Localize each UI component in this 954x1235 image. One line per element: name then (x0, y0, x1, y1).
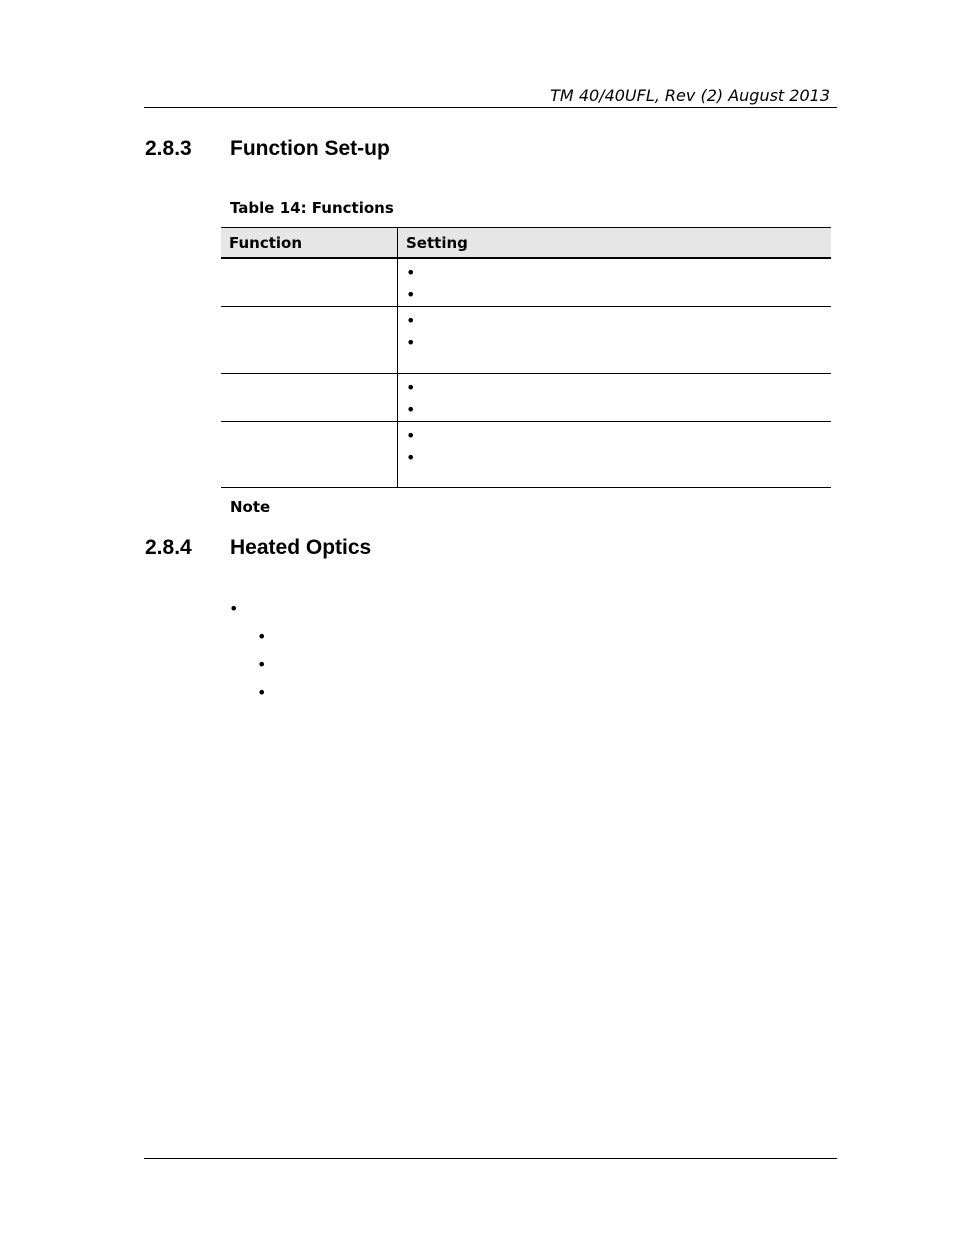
bullet-point: • (406, 285, 416, 304)
table-row (221, 422, 831, 488)
functions-table (221, 227, 831, 488)
function-cell (221, 374, 398, 422)
footer-rule (144, 1158, 837, 1159)
section-title-heated-optics: Heated Optics (230, 536, 372, 559)
bullet-point: • (406, 311, 416, 330)
function-cell (221, 258, 398, 307)
bullet-point: • (406, 263, 416, 282)
sub-bullet-point: • (257, 683, 267, 702)
setting-cell (398, 422, 832, 488)
note-label: Note (230, 498, 271, 516)
bullet-point: • (406, 400, 416, 419)
function-cell (221, 422, 398, 488)
section-title-function-setup: Function Set-up (230, 137, 390, 160)
bullet-point: • (229, 599, 239, 618)
setting-cell (398, 307, 832, 374)
table-row (221, 258, 831, 307)
sub-bullet-point: • (257, 627, 267, 646)
column-header-function: Function (221, 228, 398, 259)
bullet-point: • (406, 426, 416, 445)
setting-cell (398, 374, 832, 422)
table-caption: Table 14: Functions (230, 199, 394, 217)
sub-bullet-point: • (257, 655, 267, 674)
bullet-point: • (406, 333, 416, 352)
document-reference: TM 40/40UFL, Rev (2) August 2013 (550, 86, 830, 105)
section-number-2-8-3: 2.8.3 (145, 137, 192, 160)
column-header-setting: Setting (398, 228, 832, 259)
bullet-point: • (406, 378, 416, 397)
table-header-row (221, 228, 831, 259)
section-number-2-8-4: 2.8.4 (145, 536, 192, 559)
table-row (221, 307, 831, 374)
setting-cell (398, 258, 832, 307)
table-row (221, 374, 831, 422)
header-rule (144, 107, 837, 108)
function-cell (221, 307, 398, 374)
bullet-point: • (406, 448, 416, 467)
